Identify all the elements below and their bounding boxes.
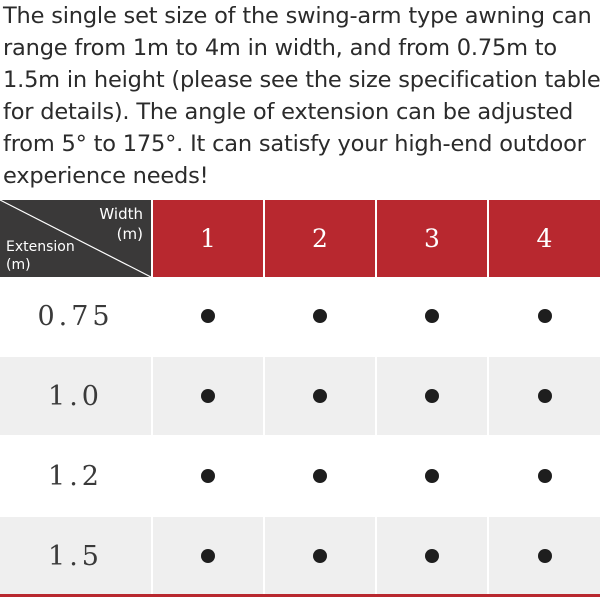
width-header-cell: 3 bbox=[377, 200, 487, 277]
availability-cell bbox=[489, 517, 600, 595]
intro-line: from 5° to 175°. It can satisfy your high-end outdoor bbox=[3, 131, 586, 157]
table-row bbox=[0, 517, 600, 597]
extension-value-cell: 1.0 bbox=[0, 357, 151, 435]
availability-cell bbox=[265, 357, 375, 435]
filled-dot-icon bbox=[313, 389, 327, 403]
availability-cell bbox=[377, 357, 487, 435]
width-label-text: Width bbox=[99, 205, 143, 223]
filled-dot-icon bbox=[201, 389, 215, 403]
filled-dot-icon bbox=[538, 469, 552, 483]
filled-dot-icon bbox=[313, 549, 327, 563]
intro-line: 1.5m in height (please see the size specification table bbox=[3, 67, 600, 93]
filled-dot-icon bbox=[313, 309, 327, 323]
filled-dot-icon bbox=[425, 389, 439, 403]
filled-dot-icon bbox=[538, 549, 552, 563]
availability-cell bbox=[489, 277, 600, 355]
filled-dot-icon bbox=[201, 549, 215, 563]
filled-dot-icon bbox=[538, 309, 552, 323]
availability-cell bbox=[489, 437, 600, 515]
availability-cell bbox=[153, 437, 263, 515]
availability-cell bbox=[153, 277, 263, 355]
filled-dot-icon bbox=[538, 389, 552, 403]
intro-line: for details). The angle of extension can be adjusted bbox=[3, 99, 574, 125]
extension-unit-text: (m) bbox=[6, 257, 31, 273]
availability-cell bbox=[377, 437, 487, 515]
intro-line: The single set size of the swing-arm type awning can bbox=[3, 3, 592, 29]
table-header-row bbox=[0, 200, 600, 277]
table-bottom-rule bbox=[0, 594, 600, 597]
extension-label-text: Extension bbox=[6, 239, 75, 255]
availability-cell bbox=[377, 277, 487, 355]
extension-value-cell: 1.5 bbox=[0, 517, 151, 595]
filled-dot-icon bbox=[425, 549, 439, 563]
table-corner-header bbox=[0, 200, 151, 277]
extension-value-cell: 0.75 bbox=[0, 277, 151, 355]
filled-dot-icon bbox=[425, 469, 439, 483]
intro-line: experience needs! bbox=[3, 163, 209, 189]
filled-dot-icon bbox=[425, 309, 439, 323]
availability-cell bbox=[265, 437, 375, 515]
availability-cell bbox=[265, 517, 375, 595]
width-header-cell: 2 bbox=[265, 200, 375, 277]
size-spec-table bbox=[0, 200, 600, 598]
width-axis-label bbox=[99, 204, 143, 244]
extension-value-cell: 1.2 bbox=[0, 437, 151, 515]
availability-cell bbox=[489, 357, 600, 435]
availability-cell bbox=[377, 517, 487, 595]
filled-dot-icon bbox=[313, 469, 327, 483]
availability-cell bbox=[153, 357, 263, 435]
intro-line: range from 1m to 4m in width, and from 0.75m to bbox=[3, 35, 557, 61]
availability-cell bbox=[153, 517, 263, 595]
width-header-cell: 4 bbox=[489, 200, 600, 277]
table-row bbox=[0, 437, 600, 517]
table-row bbox=[0, 357, 600, 437]
table-row bbox=[0, 277, 600, 357]
filled-dot-icon bbox=[201, 309, 215, 323]
filled-dot-icon bbox=[201, 469, 215, 483]
width-unit-text: (m) bbox=[116, 225, 143, 243]
width-header-cell: 1 bbox=[153, 200, 263, 277]
intro-paragraph bbox=[3, 0, 599, 192]
extension-axis-label bbox=[6, 238, 75, 274]
availability-cell bbox=[265, 277, 375, 355]
